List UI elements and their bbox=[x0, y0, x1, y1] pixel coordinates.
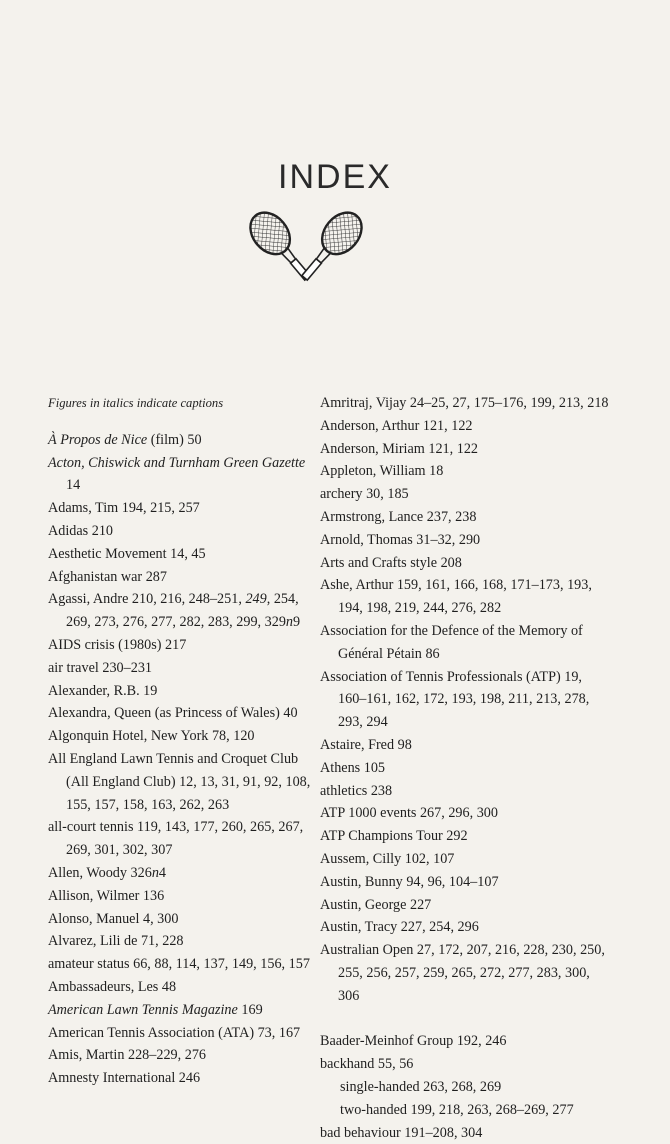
captions-note: Figures in italics indicate captions bbox=[48, 392, 316, 415]
index-entry-text: American Tennis Association (ATA) 73, 167 bbox=[48, 1025, 300, 1041]
index-entry-text: Anderson, Miriam 121, 122 bbox=[320, 441, 478, 457]
index-entry bbox=[48, 862, 316, 885]
index-entry bbox=[48, 976, 316, 999]
index-entry bbox=[48, 908, 316, 931]
index-entry bbox=[320, 1030, 610, 1053]
index-entry-text: 14 bbox=[66, 477, 80, 493]
index-entry bbox=[48, 1067, 316, 1090]
index-entry-text: Anderson, Arthur 121, 122 bbox=[320, 418, 473, 434]
index-entry bbox=[48, 520, 316, 543]
index-entry-italic-text: Acton, Chiswick and Turnham Green Gazette bbox=[48, 455, 305, 471]
page-title: INDEX bbox=[0, 158, 670, 197]
index-entry bbox=[320, 757, 610, 780]
index-entry bbox=[320, 916, 610, 939]
index-entry-text: Alexandra, Queen (as Princess of Wales) 40 bbox=[48, 705, 298, 721]
index-entry-text: Amis, Martin 228–229, 276 bbox=[48, 1047, 206, 1063]
index-column-left bbox=[48, 392, 316, 1090]
index-entry bbox=[320, 1122, 610, 1144]
index-entry-text: all-court tennis 119, 143, 177, 260, 265, 267, 269, 301, 302, 307 bbox=[48, 819, 303, 858]
index-entry bbox=[320, 483, 610, 506]
index-entry bbox=[48, 702, 316, 725]
index-entry-text: Alonso, Manuel 4, 300 bbox=[48, 911, 178, 927]
index-entry-text: Afghanistan war 287 bbox=[48, 569, 167, 585]
index-entry bbox=[48, 748, 316, 816]
index-entry-text: Ashe, Arthur 159, 161, 166, 168, 171–173, 193, 194, 198, 219, 244, 276, 282 bbox=[320, 577, 592, 616]
index-entry-text: Armstrong, Lance 237, 238 bbox=[320, 509, 476, 525]
index-entry bbox=[320, 574, 610, 620]
index-entry-text: Alexander, R.B. 19 bbox=[48, 683, 157, 699]
index-entry-text: (film) 50 bbox=[147, 432, 201, 448]
index-entry bbox=[320, 848, 610, 871]
index-entry bbox=[48, 497, 316, 520]
index-entry-text: Agassi, Andre 210, 216, 248–251, bbox=[48, 591, 245, 607]
index-entry bbox=[320, 620, 610, 666]
index-entry-text: Arnold, Thomas 31–32, 290 bbox=[320, 532, 480, 548]
index-entry bbox=[48, 1044, 316, 1067]
index-entry-text: backhand 55, 56 bbox=[320, 1056, 413, 1072]
index-entry bbox=[48, 588, 316, 634]
index-subentry bbox=[320, 1076, 610, 1099]
index-entry bbox=[48, 566, 316, 589]
index-entry-text: Amnesty International 246 bbox=[48, 1070, 200, 1086]
index-entry bbox=[48, 680, 316, 703]
index-entry-text: Austin, Tracy 227, 254, 296 bbox=[320, 919, 479, 935]
index-entry-text: Alvarez, Lili de 71, 228 bbox=[48, 933, 184, 949]
index-entry-text: Baader-Meinhof Group 192, 246 bbox=[320, 1033, 506, 1049]
index-entry bbox=[320, 552, 610, 575]
index-entry-text: Association of Tennis Professionals (ATP) 19, 160–161, 162, 172, 193, 198, 211, 213, 278, 293, 294 bbox=[320, 669, 589, 731]
index-entry bbox=[320, 392, 610, 415]
index-entry-text: two-handed 199, 218, 263, 268–269, 277 bbox=[340, 1102, 574, 1118]
index-entry-text: Appleton, William 18 bbox=[320, 463, 443, 479]
index-entry-text: AIDS crisis (1980s) 217 bbox=[48, 637, 186, 653]
crossed-rackets-icon bbox=[244, 208, 368, 288]
index-entry-italic-text: 249 bbox=[245, 591, 266, 607]
index-subentry bbox=[320, 1099, 610, 1122]
index-entry-text: Adams, Tim 194, 215, 257 bbox=[48, 500, 200, 516]
index-entry bbox=[320, 894, 610, 917]
index-entry-text: 169 bbox=[238, 1002, 263, 1018]
index-entry-text: Algonquin Hotel, New York 78, 120 bbox=[48, 728, 255, 744]
index-entry bbox=[320, 506, 610, 529]
index-entry bbox=[48, 885, 316, 908]
index-entry bbox=[320, 871, 610, 894]
index-entry bbox=[48, 725, 316, 748]
index-entry-text: amateur status 66, 88, 114, 137, 149, 156, 157 bbox=[48, 956, 310, 972]
index-entry bbox=[320, 438, 610, 461]
index-entry-text: Austin, George 227 bbox=[320, 897, 431, 913]
index-entry-text: 9 bbox=[293, 614, 300, 630]
index-letter-gap bbox=[320, 1008, 610, 1031]
index-entry bbox=[48, 429, 316, 452]
index-entry-text: Allen, Woody 326 bbox=[48, 865, 152, 881]
index-entry bbox=[320, 415, 610, 438]
index-entry bbox=[320, 460, 610, 483]
index-entry bbox=[48, 999, 316, 1022]
index-entry bbox=[48, 930, 316, 953]
index-entry-text: Austin, Bunny 94, 96, 104–107 bbox=[320, 874, 499, 890]
index-entry-text: bad behaviour 191–208, 304 bbox=[320, 1125, 482, 1141]
index-entry-italic-text: n bbox=[286, 614, 293, 630]
index-entry bbox=[320, 802, 610, 825]
index-entry-text: , 254, 269, 273, 276, 277, 282, 283, 299, 329 bbox=[66, 591, 299, 630]
index-entry-text: Allison, Wilmer 136 bbox=[48, 888, 164, 904]
index-entry bbox=[48, 1022, 316, 1045]
index-entry-text: Australian Open 27, 172, 207, 216, 228, 230, 250, 255, 256, 257, 259, 265, 272, 277, 283, 300, 306 bbox=[320, 942, 605, 1004]
index-entry bbox=[320, 666, 610, 734]
index-entry-text: Arts and Crafts style 208 bbox=[320, 555, 462, 571]
index-entry-italic-text: n bbox=[152, 865, 159, 881]
index-entry-italic-text: American Lawn Tennis Magazine bbox=[48, 1002, 238, 1018]
index-entry bbox=[320, 734, 610, 757]
right-entries bbox=[320, 392, 610, 1144]
index-entry-text: athletics 238 bbox=[320, 783, 392, 799]
index-entry-text: ATP 1000 events 267, 296, 300 bbox=[320, 805, 498, 821]
index-entry bbox=[320, 825, 610, 848]
index-entry bbox=[48, 634, 316, 657]
index-entry-text: Ambassadeurs, Les 48 bbox=[48, 979, 176, 995]
index-entry-text: Association for the Defence of the Memory of Général Pétain 86 bbox=[320, 623, 583, 662]
index-entry bbox=[48, 657, 316, 680]
index-entry-text: air travel 230–231 bbox=[48, 660, 152, 676]
index-entry-italic-text: À Propos de Nice bbox=[48, 432, 147, 448]
index-entry-text: All England Lawn Tennis and Croquet Club (All England Club) 12, 13, 31, 91, 92, 108, 155, 157, 158, 163, 262, 263 bbox=[48, 751, 310, 813]
index-entry-text: single-handed 263, 268, 269 bbox=[340, 1079, 501, 1095]
index-entry bbox=[320, 1053, 610, 1076]
left-entries bbox=[48, 429, 316, 1090]
index-column-right bbox=[320, 392, 610, 1144]
index-entry bbox=[48, 816, 316, 862]
index-entry-text: Aussem, Cilly 102, 107 bbox=[320, 851, 454, 867]
index-entry bbox=[320, 529, 610, 552]
index-entry-text: Astaire, Fred 98 bbox=[320, 737, 412, 753]
index-entry bbox=[48, 953, 316, 976]
index-entry-text: Adidas 210 bbox=[48, 523, 113, 539]
index-entry-text: Athens 105 bbox=[320, 760, 385, 776]
index-entry bbox=[48, 543, 316, 566]
index-entry bbox=[320, 939, 610, 1007]
index-entry-text: 4 bbox=[159, 865, 166, 881]
index-entry-text: archery 30, 185 bbox=[320, 486, 409, 502]
index-entry-text: Amritraj, Vijay 24–25, 27, 175–176, 199, 213, 218 bbox=[320, 395, 609, 411]
index-entry bbox=[320, 780, 610, 803]
index-entry-text: ATP Champions Tour 292 bbox=[320, 828, 468, 844]
index-entry-text: Aesthetic Movement 14, 45 bbox=[48, 546, 206, 562]
index-entry bbox=[48, 452, 316, 498]
